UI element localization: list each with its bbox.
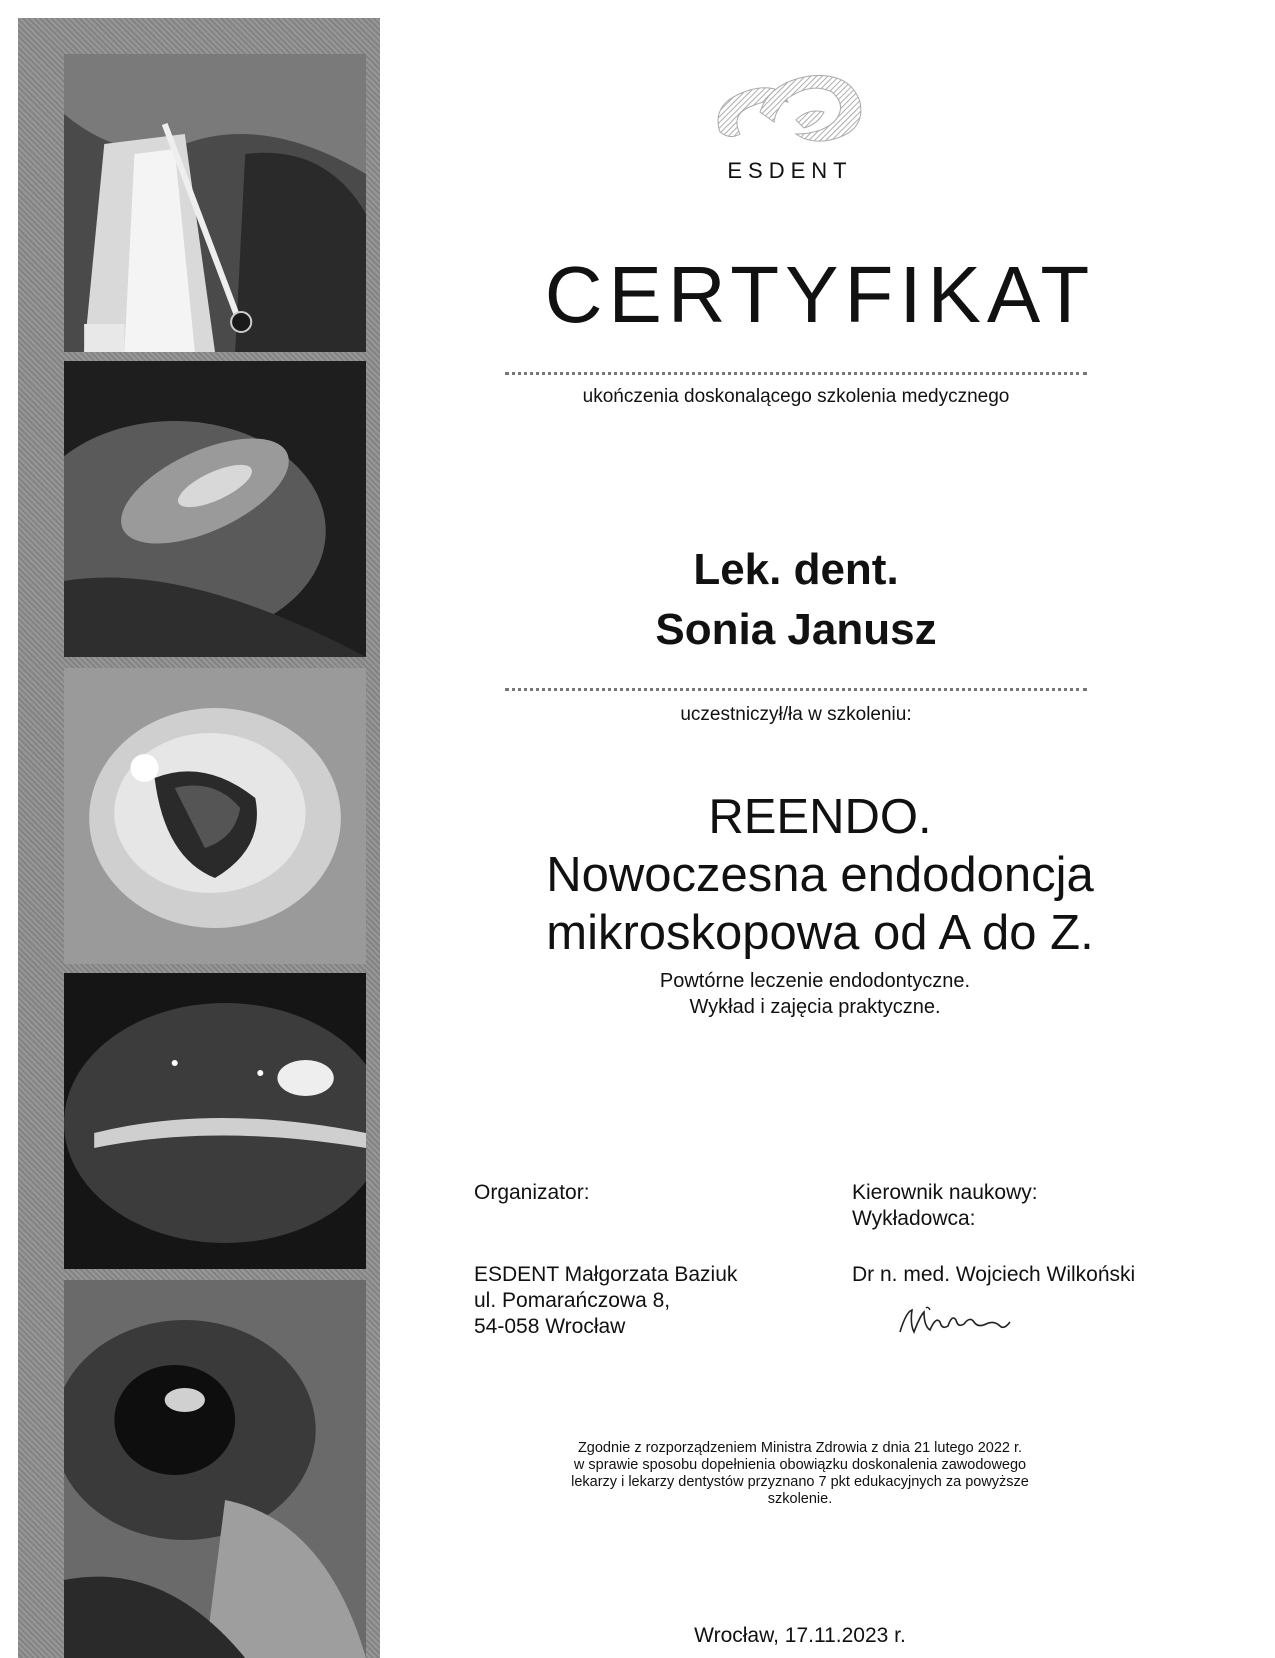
participation-text: uczestniczył/ła w szkoleniu: xyxy=(680,704,912,725)
course-title-line2: Nowoczesna endodoncja xyxy=(546,848,1094,902)
lecturer-block xyxy=(852,1180,1212,1288)
recipient xyxy=(505,540,1087,660)
divider-bottom xyxy=(505,688,1087,691)
recipient-title: Lek. dent. xyxy=(693,545,899,594)
esdent-logo-icon xyxy=(700,62,880,152)
course-subtitle xyxy=(505,968,1125,1020)
dental-photo-2 xyxy=(64,361,366,657)
organizer-name: ESDENT Małgorzata Baziuk xyxy=(474,1263,738,1286)
legal-note-line1: Zgodnie z rozporządzeniem Ministra Zdrowia z dnia 21 lutego 2022 r. xyxy=(577,1440,1023,1456)
place-date: Wrocław, 17.11.2023 r. xyxy=(694,1624,906,1647)
course-title-line1: REENDO. xyxy=(708,790,932,844)
legal-note-line2: w sprawie sposobu dopełnienia obowiązku doskonalenia zawodowego xyxy=(573,1457,1027,1473)
dental-photo-1 xyxy=(64,54,366,352)
course-subtitle-line2: Wykład i zajęcia praktyczne. xyxy=(689,996,941,1018)
legal-note-line4: szkolenie. xyxy=(767,1491,833,1507)
certificate-title: CERTYFIKAT xyxy=(544,250,1096,339)
course-subtitle-line1: Powtórne leczenie endodontyczne. xyxy=(659,970,971,992)
legal-note-line3: lekarzy i lekarzy dentystów przyznano 7 pkt edukacyjnych za powyższe xyxy=(571,1474,1029,1490)
scientific-director-label: Kierownik naukowy: xyxy=(852,1181,1038,1204)
recipient-name: Sonia Janusz xyxy=(655,605,937,654)
brand-name: ESDENT xyxy=(727,158,853,183)
signature-icon xyxy=(896,1302,1016,1340)
photo-strip xyxy=(18,18,380,1658)
legal-note xyxy=(520,1440,1080,1508)
dental-photo-5 xyxy=(64,1280,366,1658)
organizer-address-line2: 54-058 Wrocław xyxy=(474,1315,626,1338)
course-title-line3: mikroskopowa od A do Z. xyxy=(546,906,1094,960)
organizer-label: Organizator: xyxy=(474,1181,590,1204)
course-title xyxy=(490,788,1150,962)
dental-photo-4 xyxy=(64,973,366,1269)
certificate-subtitle: ukończenia doskonalącego szkolenia medycznego xyxy=(582,386,1010,407)
lecturer-label: Wykładowca: xyxy=(852,1207,976,1230)
dental-photo-3 xyxy=(64,668,366,964)
organizer-block xyxy=(474,1180,794,1340)
divider-top xyxy=(505,372,1087,375)
lecturer-name: Dr n. med. Wojciech Wilkoński xyxy=(852,1263,1136,1286)
organizer-address-line1: ul. Pomarańczowa 8, xyxy=(474,1289,671,1312)
